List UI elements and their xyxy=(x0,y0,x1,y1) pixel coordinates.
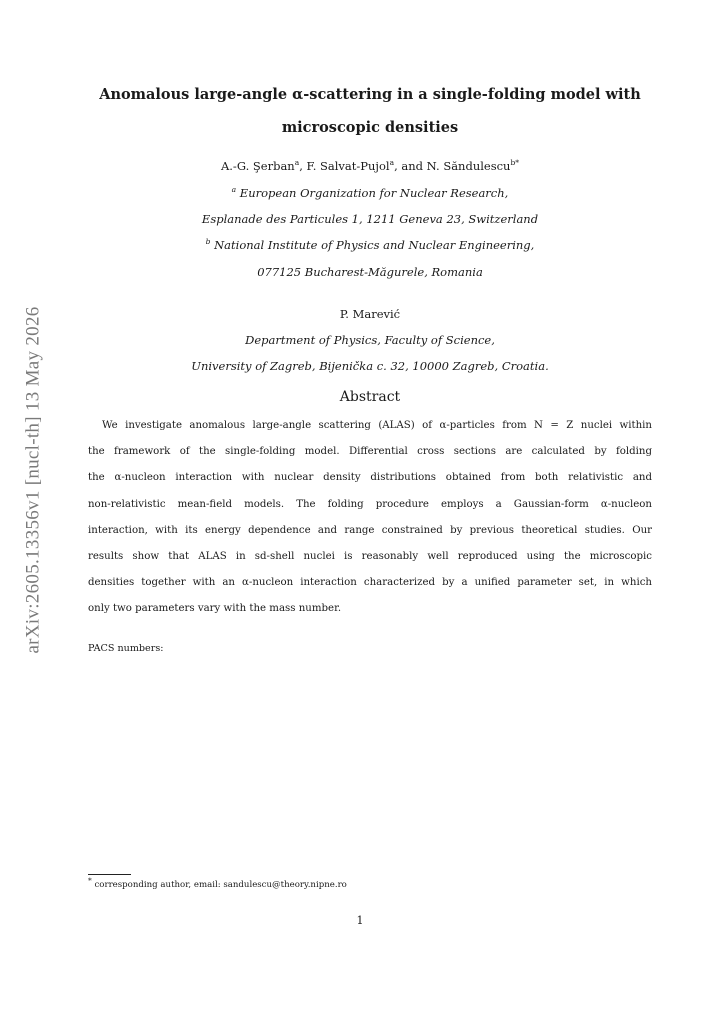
abstract-line: only two parameters vary with the mass number. xyxy=(88,603,342,615)
affiliation-a-line-2: Esplanade des Particules 1, 1211 Geneva 23, Switzerland xyxy=(201,212,539,226)
affiliation-b-line-1 xyxy=(80,237,660,253)
affiliation-zagreb-line-2: University of Zagreb, Bijenička c. 32, 10000 Zagreb, Croatia. xyxy=(191,359,549,373)
author-name-sandulescu: , and N. Săndulescu xyxy=(394,159,511,173)
affiliation-mark: b xyxy=(205,237,211,247)
affiliation-mark: a xyxy=(231,185,237,195)
affiliation-a-text: European Organization for Nuclear Research, xyxy=(236,186,509,200)
affiliation-zagreb-line-1: Department of Physics, Faculty of Science, xyxy=(245,333,495,347)
abstract-line: the α-nucleon interaction with nuclear density distributions obtained from both relativistic and xyxy=(88,472,652,484)
author-name-marevic: P. Marević xyxy=(339,307,401,321)
author-name-serban: A.-G. Şerban xyxy=(220,159,295,173)
abstract-heading: Abstract xyxy=(339,389,401,405)
paper-title-line-2: microscopic densities xyxy=(281,119,459,136)
affiliation-b-text: National Institute of Physics and Nuclear Engineering, xyxy=(210,238,535,252)
abstract-line: results show that ALAS in sd-shell nuclei is reasonably well reproduced using the microscopic xyxy=(88,550,652,562)
author-name-salvat-pujol: , F. Salvat-Pujol xyxy=(299,159,390,173)
abstract-line: interaction, with its energy dependence and range constrained by previous theoretical studies. Our xyxy=(88,524,652,536)
footnote-mark: * xyxy=(88,876,92,886)
affiliation-a-line-1 xyxy=(80,185,660,201)
affiliation-mark: b* xyxy=(510,158,520,168)
corresponding-author-footnote xyxy=(88,876,347,890)
abstract-line: non-relativistic mean-field models. The folding procedure employs a Gaussian-form α-nucleon xyxy=(88,498,652,510)
abstract-line: the framework of the single-folding model. Differential cross sections are calculated by folding xyxy=(88,446,652,458)
paper-title-line-1: Anomalous large-angle α-scattering in a single-folding model with xyxy=(99,86,641,103)
affiliation-b-line-2: 077125 Bucharest-Măgurele, Romania xyxy=(257,265,483,279)
abstract-line: We investigate anomalous large-angle scattering (ALAS) of α-particles from N = Z nuclei within xyxy=(102,420,652,431)
affiliation-mark: a xyxy=(294,158,300,168)
abstract-body xyxy=(88,413,652,623)
abstract-line: densities together with an α-nucleon interaction characterized by a unified parameter set, in which xyxy=(88,577,652,589)
footnote-divider xyxy=(88,874,131,875)
affiliation-mark: a xyxy=(389,158,395,168)
arxiv-identifier-text: arXiv:2605.13356v1 [nucl-th] 13 May 2026 xyxy=(23,306,44,654)
pacs-numbers: PACS numbers: xyxy=(88,643,164,654)
arxiv-identifier-stamp xyxy=(20,290,48,670)
footnote-text: corresponding author, email: sandulescu@theory.nipne.ro xyxy=(91,880,347,890)
author-list xyxy=(80,158,660,174)
page-number: 1 xyxy=(356,914,364,927)
